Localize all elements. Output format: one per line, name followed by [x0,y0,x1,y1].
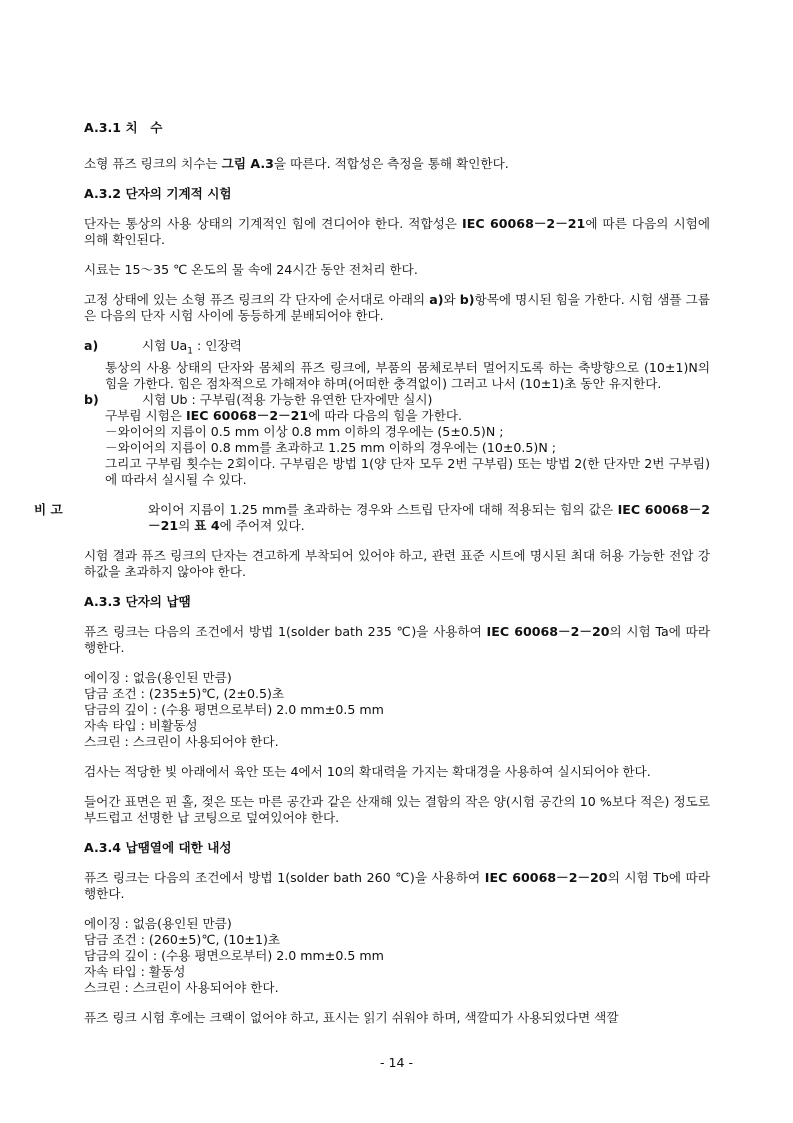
list-item: 담금의 깊이 : (수용 평면으로부터) 2.0 mm±0.5 mm [84,701,384,717]
text: 의 시험 Tb에 따라 행한다. [84,869,710,901]
standard-ref: IEC 60068－2－21 [148,501,710,533]
paragraph [84,216,710,248]
item-line: －와이어의 지름이 0.5 mm 이상 0.8 mm 이하의 경우에는 (5±0.5)N ; [105,423,504,439]
paragraph [84,156,710,172]
text: 에 따른 다음의 시험에 의해 확인된다. [84,216,710,247]
paragraph: 시료는 15～35 ℃ 온도의 물 속에 24시간 동안 전처리 한다. [84,262,418,277]
paragraph: 시험 결과 퓨즈 링크의 단자는 견고하게 부착되어 있어야 하고, 관련 표준 시트에 명시된 최대 허용 가능한 전압 강하값을 초과하지 않아야 한다. [84,547,710,579]
page-number: - 14 - [379,1055,414,1070]
list-item: 담금 조건 : (235±5)℃, (2±0.5)초 [84,685,285,701]
list-item: 에이징 : 없음(용인된 만큼) [84,669,232,685]
condition-list [84,916,710,996]
item-title [84,391,710,408]
paragraph: 검사는 적당한 빛 아래에서 육안 또는 4에서 10의 확대력을 가지는 확대경을 사용하여 실시되어야 한다. [84,763,651,779]
document-body [34,120,711,1026]
item-label: b) [84,391,99,407]
text: 을 따른다. 적합성은 측정을 통해 확인한다. [273,156,509,171]
section-heading-a32: A.3.2 단자의 기계적 시험 [84,186,232,201]
text: 시험 Ua [142,338,188,353]
item-ref: b) [459,292,475,307]
paragraph [84,870,710,902]
text: 시험 Ub : 구부림(적용 가능한 유연한 단자에만 실시) [142,391,433,407]
table-ref: 표 4 [194,517,220,533]
text: 에 주어져 있다. [219,517,305,533]
subscript: 1 [187,346,194,357]
condition-list [84,670,710,750]
item-ref: a) [429,292,444,307]
text: 와이어 지름이 1.25 mm를 초과하는 경우와 스트립 단자에 대해 적용되는 힘의 값은 [148,501,618,517]
standard-ref: IEC 60068－2－20 [486,623,610,639]
standard-ref: IEC 60068－2－20 [484,869,608,885]
list-item: 자속 타입 : 비활동성 [84,717,198,733]
list-item-b [84,392,710,488]
text: 의 [178,517,195,533]
item-line [105,408,710,424]
text: 고정 상태에 있는 소형 퓨즈 링크의 각 단자에 순서대로 아래의 [84,292,430,307]
text: 항목에 명시된 힘을 가한다. 시험 샘플 그룹은 다음의 단자 시험 사이에 동등하게 분배되어야 한다. [84,292,711,323]
figure-ref: 그림 A.3 [221,156,274,171]
list-item: 담금의 깊이 : (수용 평면으로부터) 2.0 mm±0.5 mm [84,947,384,963]
text: 구부림 시험은 [105,407,186,423]
list-item: 스크린 : 스크린이 사용되어야 한다. [84,733,279,749]
text: 단자는 통상의 사용 상태의 기계적인 힘에 견디어야 한다. 적합성은 [84,216,463,231]
standard-ref: IEC 60068－2－21 [186,407,309,423]
list-item: 스크린 : 스크린이 사용되어야 한다. [84,979,279,995]
text: 와 [443,292,460,307]
text: 퓨즈 링크는 다음의 조건에서 방법 1(solder bath 260 ℃)을 사용하여 [84,869,485,885]
text: 에 따라 다음의 힘을 가한다. [308,407,463,423]
list-item: 에이징 : 없음(용인된 만큼) [84,915,232,931]
paragraph: 들어간 표면은 핀 홀, 젖은 또는 마른 공간과 같은 산재해 있는 결함의 작은 양(시험 공간의 10 %보다 적은) 정도로 부드럽고 선명한 납 코팅으로 덮여있어야 한다. [84,793,710,825]
item-line: －와이어의 지름이 0.8 mm를 초과하고 1.25 mm 이하의 경우에는 (10±0.5)N ; [105,439,557,455]
text: 퓨즈 링크는 다음의 조건에서 방법 1(solder bath 235 ℃)을 사용하여 [84,623,487,639]
list-item: 담금 조건 : (260±5)℃, (10±1)초 [84,931,281,947]
item-body: 통상의 사용 상태의 단자와 몸체의 퓨즈 링크에, 부품의 몸체로부터 멀어지도록 하는 축방향으로 (10±1)N의 힘을 가한다. 힘은 점차적으로 가해져야 하며(어떠한 충격없이) 그러고 나서 (10±1)초 동안 유지한다. [105,359,710,391]
paragraph: 퓨즈 링크 시험 후에는 크랙이 없어야 하고, 표시는 읽기 쉬워야 하며, 색깔띠가 사용되었다면 색깔 [84,1009,619,1025]
list-item-a [84,338,710,392]
item-title [84,338,710,360]
paragraph [84,624,710,656]
note: 비 고 와이어 지름이 1.25 mm를 초과하는 경우와 스트립 단자에 대해 적용되는 힘의 값은 IEC 60068－2－21의 표 4에 주어져 있다. [34,501,710,533]
text: 소형 퓨즈 링크의 치수는 [84,156,222,171]
section-heading-a34: A.3.4 납땜열에 대한 내성 [84,839,232,855]
item-label: a) [84,338,99,353]
section-heading-a31: A.3.1 치 수 [84,120,163,135]
section-heading-a33: A.3.3 단자의 납땜 [84,593,191,609]
text: : 인장력 [193,338,242,353]
paragraph [84,292,710,324]
list-item: 자속 타입 : 활동성 [84,963,186,979]
standard-ref: IEC 60068－2－21 [462,216,586,231]
text: 의 시험 Ta에 따라 행한다. [84,623,710,655]
item-line: 그리고 구부림 횟수는 2회이다. 구부림은 방법 1(양 단자 모두 2번 구부림) 또는 방법 2(한 단자만 2번 구부림)에 따라서 실시될 수 있다. [105,455,710,487]
